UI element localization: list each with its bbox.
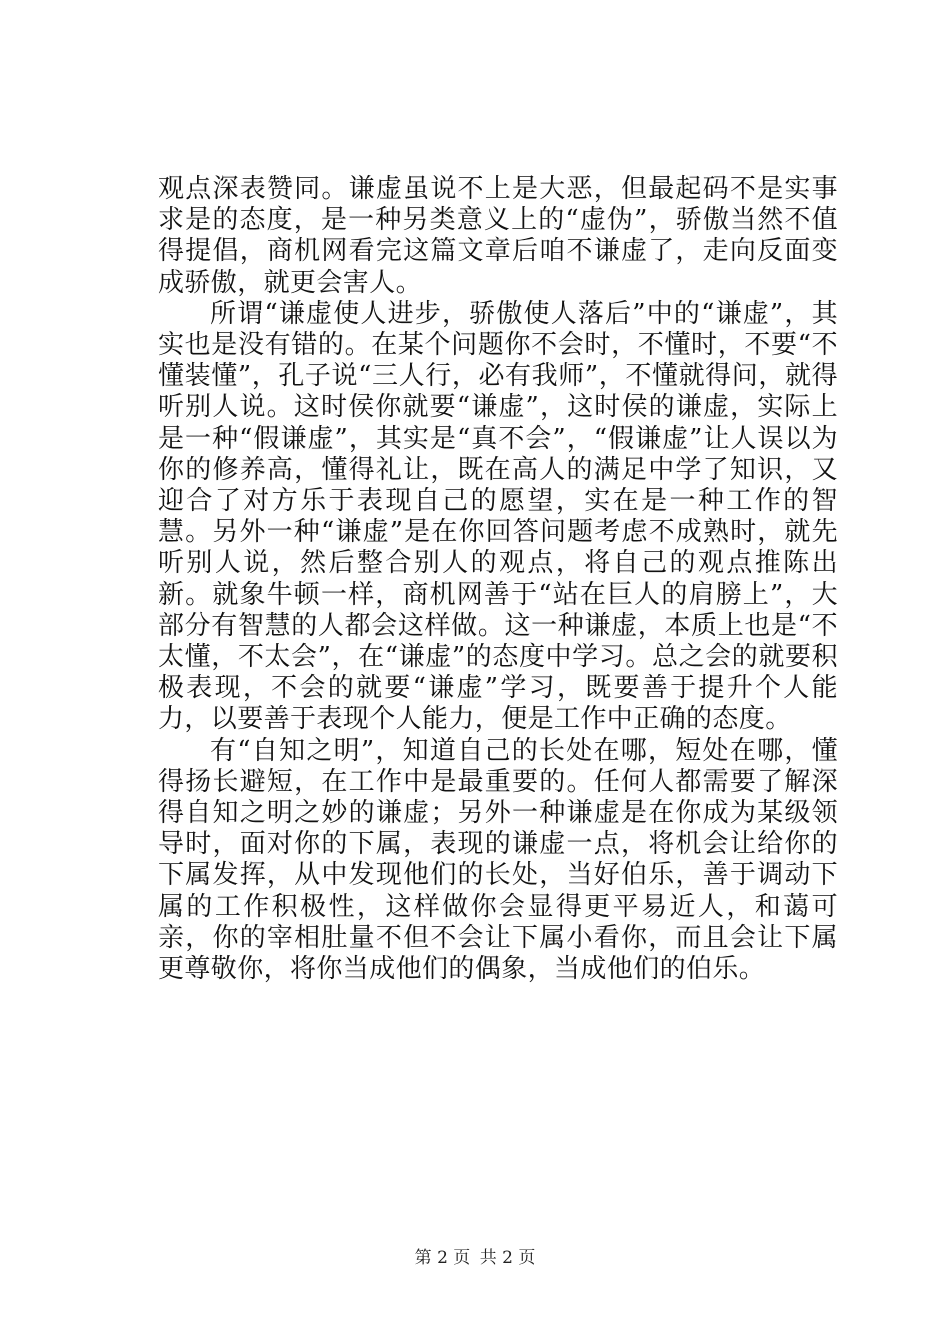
paragraph-1: 观点深表赞同。谦虚虽说不上是大恶，但最起码不是实事求是的态度，是一种另类意义上的“虚伪”，骄傲当然不值得提倡，商机网看完这篇文章后咱不谦虚了，走向反面变成骄傲，就更会害人。 <box>158 174 838 298</box>
page-number: 第 2 页 <box>414 1248 471 1268</box>
page-total: 共 2 页 <box>479 1248 536 1268</box>
document-body <box>158 174 838 985</box>
page-footer <box>0 1243 950 1268</box>
paragraph-3: 有“自知之明”，知道自己的长处在哪，短处在哪，懂得扬长避短，在工作中是最重要的。任何人都需要了解深得自知之明之妙的谦虚；另外一种谦虚是在你成为某级领导时，面对你的下属，表现的谦虚一点，将机会让给你的下属发挥，从中发现他们的长处，当好伯乐，善于调动下属的工作积极性，这样做你会显得更平易近人，和蔼可亲，你的宰相肚量不但不会让下属小看你，而且会让下属更尊敬你，将你当成他们的偶象，当成他们的伯乐。 <box>158 735 838 985</box>
paragraph-2: 所谓“谦虚使人进步，骄傲使人落后”中的“谦虚”，其实也是没有错的。在某个问题你不会时，不懂时，不要“不懂装懂”，孔子说“三人行，必有我师”，不懂就得问，就得听别人说。这时侯你就要“谦虚”，这时侯的谦虚，实际上是一种“假谦虚”，其实是“真不会”，“假谦虚”让人误以为你的修养高，懂得礼让，既在高人的满足中学了知识，又迎合了对方乐于表现自己的愿望，实在是一种工作的智慧。另外一种“谦虚”是在你回答问题考虑不成熟时，就先听别人说，然后整合别人的观点，将自己的观点推陈出新。就象牛顿一样，商机网善于“站在巨人的肩膀上”，大部分有智慧的人都会这样做。这一种谦虚，本质上也是“不太懂，不太会”，在“谦虚”的态度中学习。总之会的就要积极表现，不会的就要“谦虚”学习，既要善于提升个人能力，以要善于表现个人能力，便是工作中正确的态度。 <box>158 298 838 735</box>
